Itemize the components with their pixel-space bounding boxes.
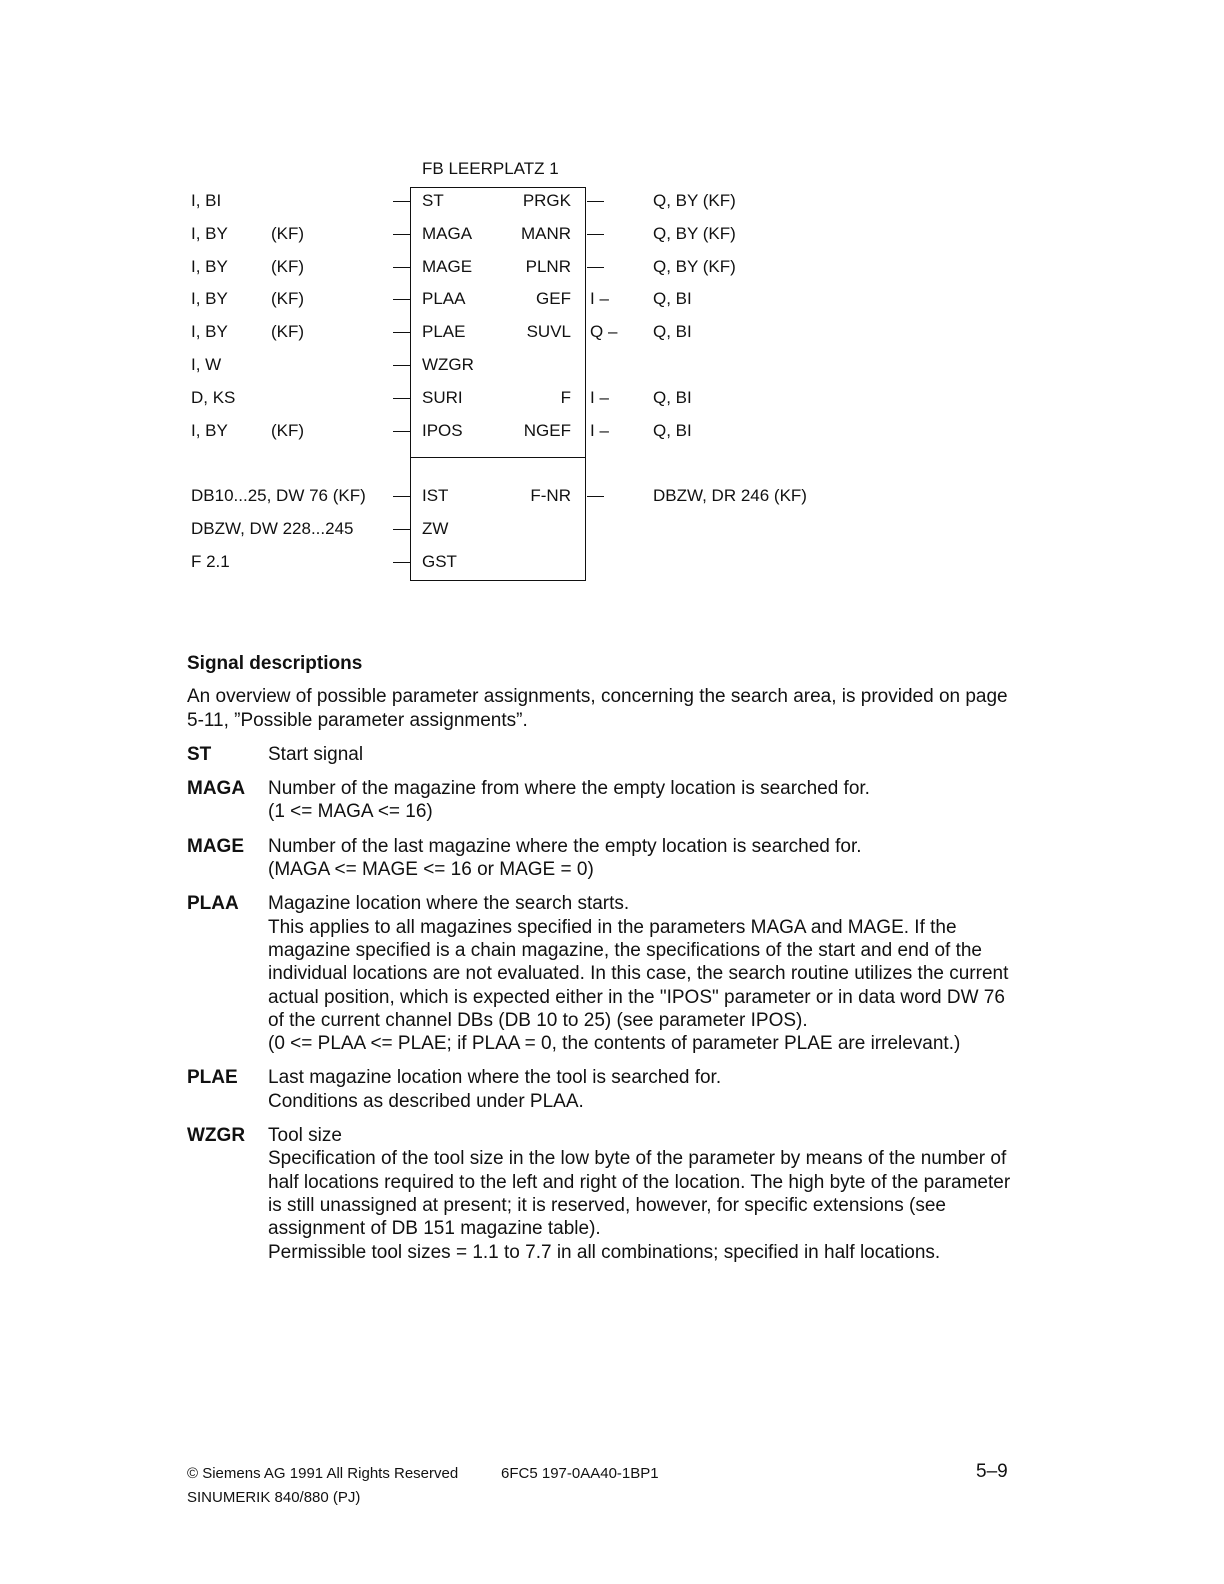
signal-list [187, 743, 1017, 1264]
signal-description-line: Conditions as described under PLAA. [268, 1090, 584, 1112]
output-type: Q, BI [653, 322, 692, 341]
input-type: D, KS [191, 388, 236, 407]
input-connector [393, 562, 410, 563]
input-type: I, BY [191, 421, 228, 440]
output-type: Q, BI [653, 388, 692, 407]
input-type: DBZW, DW 228...245 [191, 519, 354, 538]
output-type: DBZW, DR 246 (KF) [653, 486, 807, 505]
output-param: PRGK [522, 191, 571, 210]
signal-name: WZGR [187, 1125, 246, 1147]
signal-description [268, 1066, 1017, 1113]
output-param: MANR [520, 224, 571, 243]
input-param: ST [422, 191, 444, 210]
signal-description-line: Last magazine location where the tool is searched for. [268, 1067, 722, 1089]
input-param: SURI [422, 388, 463, 407]
output-type: Q, BI [653, 421, 692, 440]
input-connector [393, 299, 410, 300]
input-type: DB10...25, DW 76 (KF) [191, 486, 366, 505]
output-mark: I – [590, 388, 609, 407]
signal-name: ST [187, 743, 212, 765]
signal-description-line: (MAGA <= MAGE <= 16 or MAGE = 0) [268, 859, 594, 881]
input-param: ZW [422, 519, 449, 538]
input-format: (KF) [271, 224, 305, 243]
input-param: PLAE [422, 322, 466, 341]
output-param: GEF [536, 289, 571, 308]
signal-description-line: Specification of the tool size in the low byte of the parameter by means of the number of half locations required to the left and right of the location. The high byte of the parameter is still unassigned at present; it is reserved, however, for specific extensions (see assignment of DB 151 magazine table). [268, 1148, 1011, 1240]
signal-item [187, 892, 1017, 1055]
input-connector [393, 234, 410, 235]
fb-divider [410, 457, 586, 458]
input-connector [393, 332, 410, 333]
input-connector [393, 529, 410, 530]
signal-description-line: Start signal [268, 743, 364, 765]
input-param: IPOS [422, 421, 463, 440]
input-connector [393, 201, 410, 202]
input-param: GST [422, 552, 457, 571]
input-format: (KF) [271, 257, 305, 276]
signal-name: PLAE [187, 1067, 238, 1089]
output-type: Q, BI [653, 289, 692, 308]
signal-description [268, 835, 1017, 882]
input-connector [393, 496, 410, 497]
input-connector [393, 398, 410, 399]
output-connector [587, 267, 604, 268]
input-param: PLAA [422, 289, 466, 308]
input-type: I, BY [191, 257, 228, 276]
signal-name: MAGA [187, 778, 246, 800]
input-connector [393, 431, 410, 432]
input-param: WZGR [422, 355, 474, 374]
footer-product: SINUMERIK 840/880 (PJ) [187, 1489, 361, 1506]
signal-description-line: Number of the magazine from where the empty location is searched for. [268, 778, 870, 800]
output-connector [587, 234, 604, 235]
signal-descriptions [187, 652, 1017, 1275]
output-mark: Q – [590, 322, 618, 341]
page-number: 5–9 [976, 1461, 1008, 1482]
signal-name: MAGE [187, 835, 244, 857]
signal-item [187, 743, 1017, 766]
signal-item [187, 1124, 1017, 1264]
output-param: SUVL [526, 322, 571, 341]
input-param: IST [422, 486, 449, 505]
footer-copyright: © Siemens AG 1991 All Rights Reserved [187, 1465, 459, 1482]
signal-description [268, 743, 1017, 766]
signal-description [268, 777, 1017, 824]
signal-description [268, 892, 1017, 1055]
signal-heading: Signal descriptions [187, 653, 363, 674]
output-param: PLNR [525, 257, 571, 276]
output-connector [587, 496, 604, 497]
signal-description-line: (0 <= PLAA <= PLAE; if PLAA = 0, the contents of parameter PLAE are irrelevant.) [268, 1033, 961, 1055]
signal-description [268, 1124, 1017, 1264]
signal-description-line: This applies to all magazines specified in the parameters MAGA and MAGE. If the magazine specified is a chain magazine, the specifications of the start and end of the individual locations are not evaluated. In this case, the search routine utilizes the current actual position, which is expected either in the "IPOS" parameter or in data word DW 76 of the current channel DBs (DB 10 to 25) (see parameter IPOS). [268, 916, 1009, 1031]
signal-description-line: Permissible tool sizes = 1.1 to 7.7 in all combinations; specified in half locations. [268, 1241, 941, 1263]
signal-description-line: Tool size [268, 1125, 342, 1147]
input-param: MAGA [422, 224, 473, 243]
output-type: Q, BY (KF) [653, 191, 736, 210]
output-connector [587, 201, 604, 202]
signal-intro: An overview of possible parameter assignments, concerning the search area, is provided on page 5-11, ”Possible parameter assignments”. [187, 686, 1008, 731]
input-format: (KF) [271, 421, 305, 440]
signal-item [187, 1066, 1017, 1113]
signal-description-line: Number of the last magazine where the empty location is searched for. [268, 835, 862, 857]
input-type: I, W [191, 355, 222, 374]
input-param: MAGE [422, 257, 473, 276]
input-type: F 2.1 [191, 552, 230, 571]
input-type: I, BY [191, 289, 228, 308]
output-param: NGEF [523, 421, 571, 440]
input-connector [393, 267, 410, 268]
footer-order-number: 6FC5 197-0AA40-1BP1 [501, 1465, 659, 1482]
signal-name: PLAA [187, 893, 239, 915]
input-type: I, BY [191, 322, 228, 341]
input-connector [393, 365, 410, 366]
signal-description-line: Magazine location where the search starts. [268, 893, 630, 915]
output-param: F [560, 388, 571, 407]
input-type: I, BY [191, 224, 228, 243]
signal-item [187, 777, 1017, 824]
input-type: I, BI [191, 191, 222, 210]
input-format: (KF) [271, 322, 305, 341]
signal-description-line: (1 <= MAGA <= 16) [268, 801, 433, 823]
input-format: (KF) [271, 289, 305, 308]
output-type: Q, BY (KF) [653, 224, 736, 243]
signal-item [187, 835, 1017, 882]
output-mark: I – [590, 289, 609, 308]
fb-title: FB LEERPLATZ 1 [422, 159, 559, 178]
output-mark: I – [590, 421, 609, 440]
output-param: F-NR [530, 486, 571, 505]
output-type: Q, BY (KF) [653, 257, 736, 276]
